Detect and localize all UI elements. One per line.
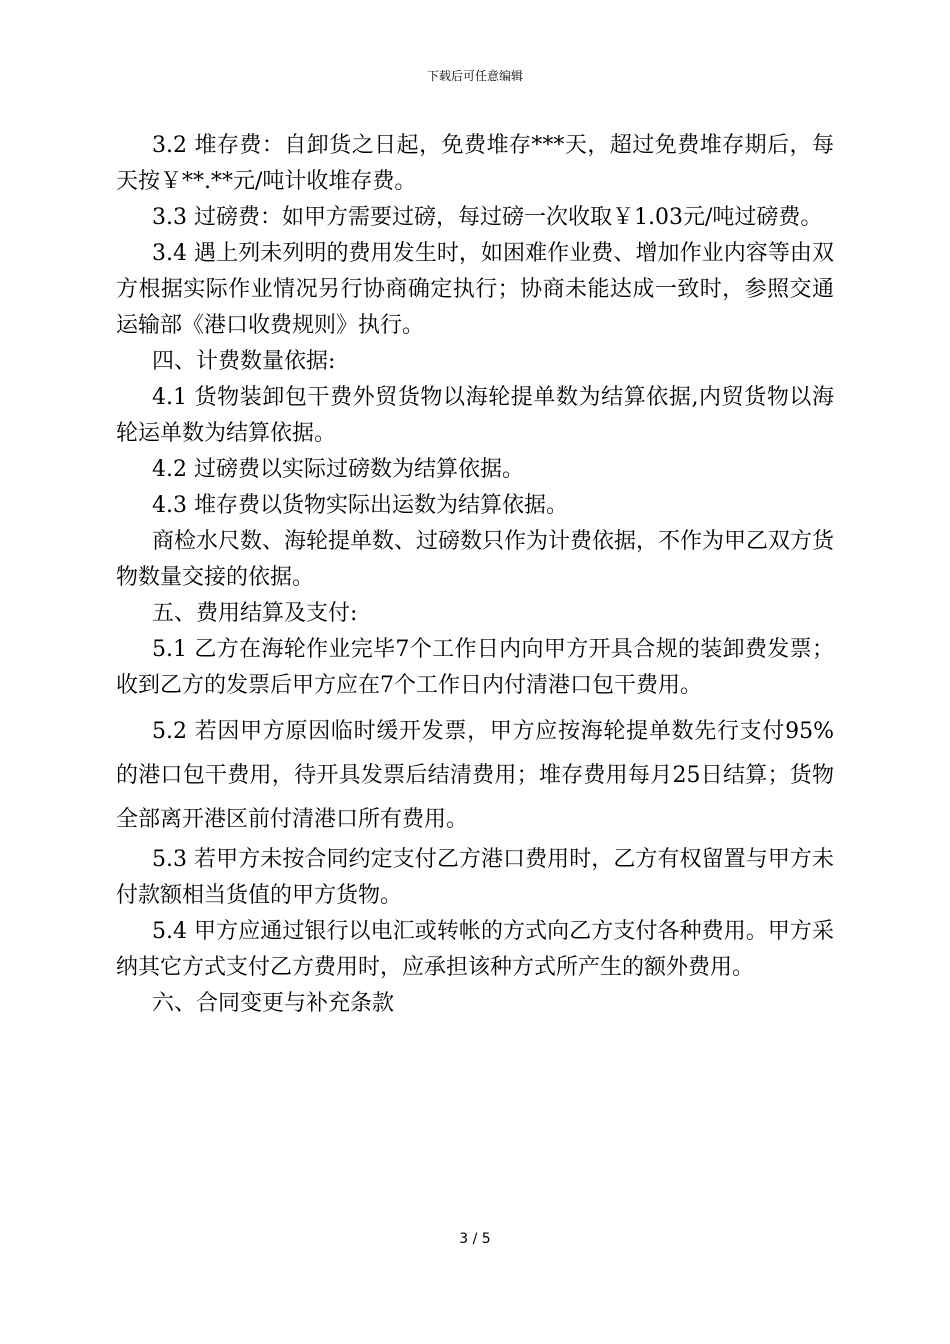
page-number: 3 / 5 <box>459 1231 491 1247</box>
section-4-note: 商检水尺数、海轮提单数、过磅数只作为计费依据，不作为甲乙双方货物数量交接的依据。 <box>116 529 835 590</box>
clause-5-4: 5.4 甲方应通过银行以电汇或转帐的方式向乙方支付各种费用。甲方采纳其它方式支付乙方费用时，应承担该种方式所产生的额外费用。 <box>116 919 834 980</box>
document-body <box>116 128 834 1022</box>
section-6-heading: 六、合同变更与补充条款 <box>152 991 395 1016</box>
clause-4-1: 4.1 货物装卸包干费外贸货物以海轮提单数为结算依据,内贸货物以海轮运单数为结算依据。 <box>116 385 834 446</box>
section-4-heading: 四、计费数量依据: <box>152 349 336 374</box>
clause-5-2: 5.2 若因甲方原因临时缓开发票，甲方应按海轮提单数先行支付95%的港口包干费用，待开具发票后结清费用；堆存费用每月25日结算；货物全部离开港区前付清港口所有费用。 <box>116 719 834 832</box>
clause-3-2: 3.2 堆存费：自卸货之日起，免费堆存***天，超过免费堆存期后，每天按￥**.**元/吨计收堆存费。 <box>116 133 834 194</box>
section-5-heading: 五、费用结算及支付: <box>152 601 358 626</box>
clause-5-1: 5.1 乙方在海轮作业完毕7个工作日内向甲方开具合规的装卸费发票；收到乙方的发票后甲方应在7个工作日内付清港口包干费用。 <box>116 637 834 698</box>
clause-3-3: 3.3 过磅费：如甲方需要过磅，每过磅一次收取￥1.03元/吨过磅费。 <box>152 205 823 230</box>
clause-3-4: 3.4 遇上列未列明的费用发生时，如困难作业费、增加作业内容等由双方根据实际作业情况另行协商确定执行；协商未能达成一致时，参照交通运输部《港口收费规则》执行。 <box>116 241 834 338</box>
clause-5-3: 5.3 若甲方未按合同约定支付乙方港口费用时，乙方有权留置与甲方未付款额相当货值的甲方货物。 <box>116 847 834 908</box>
page-header: 下载后可任意编辑 <box>426 69 523 83</box>
clause-4-2: 4.2 过磅费以实际过磅数为结算依据。 <box>152 457 524 482</box>
clause-4-3: 4.3 堆存费以货物实际出运数为结算依据。 <box>152 493 568 518</box>
